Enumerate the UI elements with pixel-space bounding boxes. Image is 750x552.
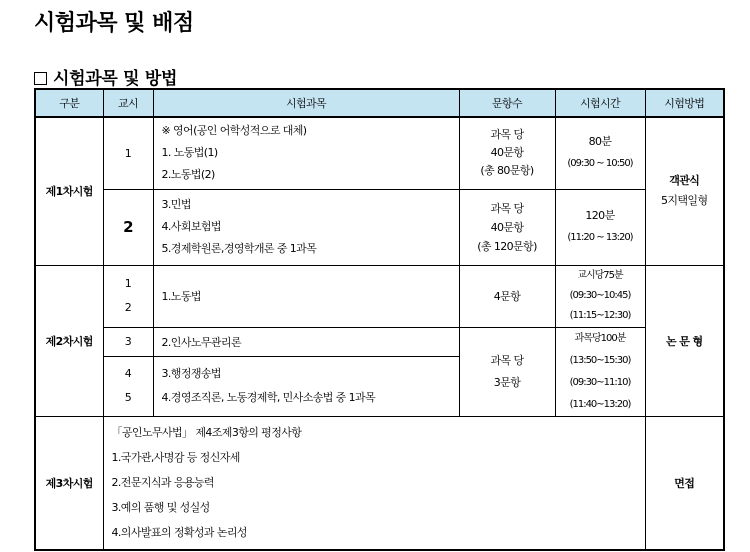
time-cell: [555, 327, 645, 416]
subject-cell: 2.인사노무관리론: [153, 327, 459, 357]
count-cell: [459, 117, 555, 189]
list-item: 1.국가관,사명감 등 정신자세: [111, 451, 240, 465]
method-line: 객관식: [669, 174, 700, 188]
time-line: (11:20 ~ 13:20): [567, 232, 633, 243]
period-number: 5: [124, 391, 132, 405]
time-line: 120분: [585, 209, 615, 222]
table-row: [35, 117, 724, 189]
count-line: 40문항: [490, 146, 524, 160]
subject-cell: 1.노동법: [153, 265, 459, 327]
period-cell: 3: [103, 327, 153, 357]
period-number: 4: [124, 367, 132, 381]
time-line: (09:30~11:10): [569, 376, 631, 388]
period-number: 1: [124, 277, 132, 290]
count-line: 3문항: [493, 375, 521, 389]
time-line: 교시당75분: [577, 270, 623, 281]
round2-label: 제2차시험: [35, 265, 103, 416]
header-method: 시험방법: [645, 89, 724, 117]
time-line: (11:15~12:30): [569, 310, 631, 321]
period-number: 2: [124, 301, 132, 314]
period-cell: 1: [103, 117, 153, 189]
count-line: 40문항: [490, 220, 524, 234]
list-item: 5.경제학원론,경영학개론 중 1과목: [161, 242, 317, 255]
count-cell: [459, 327, 555, 416]
list-item: 4.의사발표의 정확성과 논리성: [111, 526, 247, 540]
table-row: [35, 189, 724, 265]
page-title: 시험과목 및 배점: [34, 11, 194, 36]
list-item: 3.예의 품행 및 성실성: [111, 501, 210, 515]
method-cell: 논 문 형: [645, 265, 724, 416]
time-cell: [555, 117, 645, 189]
header-subject: 시험과목: [153, 89, 459, 117]
round3-label: 제3차시험: [35, 416, 103, 550]
count-line: 과목 당: [490, 128, 524, 142]
checkbox-square-icon: [34, 72, 47, 85]
period-cell: [103, 357, 153, 416]
time-line: (09:30 ~ 10:50): [567, 158, 633, 170]
subject-list: [153, 189, 459, 265]
count-line: 과목 당: [490, 201, 524, 215]
time-line: (13:50~15:30): [569, 354, 631, 366]
list-item: 2.노동법(2): [161, 168, 215, 182]
table-row: [35, 265, 724, 327]
period-cell: [103, 265, 153, 327]
list-item: 1. 노동법(1): [161, 146, 218, 160]
time-line: (11:40~13:20): [569, 398, 631, 410]
section-title: [34, 64, 177, 89]
list-item: 4.사회보험법: [161, 220, 221, 233]
subject-list: [153, 357, 459, 416]
count-line: 과목 당: [490, 353, 524, 367]
round3-items: [103, 416, 645, 550]
header-category: 구분: [35, 89, 103, 117]
list-item: 3.민법: [161, 198, 191, 211]
list-item: 2.전문지식과 응용능력: [111, 476, 214, 490]
list-item: 4.경영조직론, 노동경제학, 민사소송법 중 1과목: [161, 391, 376, 405]
header-time: 시험시간: [555, 89, 645, 117]
time-cell: [555, 189, 645, 265]
header-period: 교시: [103, 89, 153, 117]
section-title-text: 시험과목 및 방법: [53, 69, 178, 89]
time-line: 80분: [588, 135, 612, 149]
table-row: [35, 327, 724, 357]
list-item: ※ 영어(공인 어학성적으로 대체): [161, 124, 307, 138]
exam-table: [34, 88, 725, 551]
method-line: 5지택일형: [660, 194, 708, 208]
table-header-row: [35, 89, 724, 117]
table-row: [35, 416, 724, 550]
time-cell: [555, 265, 645, 327]
count-line: (총 80문항): [480, 164, 534, 178]
subject-list: [153, 117, 459, 189]
list-item: 「공인노무사법」 제4조제3항의 평정사항: [111, 426, 302, 440]
count-line: (총 120문항): [477, 239, 537, 253]
method-cell: 면접: [645, 416, 724, 550]
count-cell: 4문항: [459, 265, 555, 327]
period-cell: 2: [103, 189, 153, 265]
list-item: 3.행정쟁송법: [161, 367, 221, 381]
time-line: 과목당100분: [574, 332, 626, 344]
header-count: 문항수: [459, 89, 555, 117]
method-cell: [645, 117, 724, 265]
count-cell: [459, 189, 555, 265]
time-line: (09:30~10:45): [569, 290, 631, 301]
round1-label: 제1차시험: [35, 117, 103, 265]
